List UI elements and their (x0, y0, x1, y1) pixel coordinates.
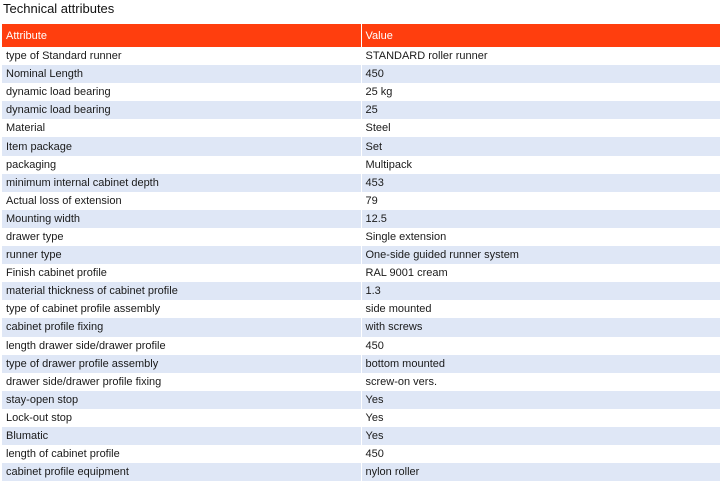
table-row (2, 65, 720, 83)
technical-attributes-table (2, 24, 720, 481)
value-cell: 1.3 (361, 282, 720, 300)
table-row (2, 83, 720, 101)
table-row (2, 355, 720, 373)
table-row (2, 300, 720, 318)
column-header-attribute: Attribute (2, 24, 361, 47)
value-cell: Yes (361, 391, 720, 409)
table-row (2, 174, 720, 192)
table-body (2, 47, 720, 481)
attribute-cell: runner type (2, 246, 361, 264)
attribute-cell: length of cabinet profile (2, 445, 361, 463)
attribute-cell: cabinet profile equipment (2, 463, 361, 481)
attribute-cell: Material (2, 119, 361, 137)
value-cell: 453 (361, 174, 720, 192)
attribute-cell: type of cabinet profile assembly (2, 300, 361, 318)
table-row (2, 318, 720, 336)
value-cell: 450 (361, 445, 720, 463)
value-cell: Multipack (361, 156, 720, 174)
attribute-cell: Blumatic (2, 427, 361, 445)
value-cell: 25 (361, 101, 720, 119)
value-cell: Set (361, 137, 720, 155)
value-cell: 79 (361, 192, 720, 210)
value-cell: nylon roller (361, 463, 720, 481)
table-row (2, 282, 720, 300)
table-row (2, 246, 720, 264)
value-cell: with screws (361, 318, 720, 336)
table-row (2, 373, 720, 391)
table-header-row (2, 24, 720, 47)
attribute-cell: Mounting width (2, 210, 361, 228)
attribute-cell: Item package (2, 137, 361, 155)
attribute-cell: stay-open stop (2, 391, 361, 409)
attribute-cell: dynamic load bearing (2, 83, 361, 101)
attribute-cell: drawer type (2, 228, 361, 246)
value-cell: Steel (361, 119, 720, 137)
table-row (2, 427, 720, 445)
value-cell: 25 kg (361, 83, 720, 101)
table-row (2, 463, 720, 481)
column-header-value: Value (361, 24, 720, 47)
attribute-cell: minimum internal cabinet depth (2, 174, 361, 192)
attribute-cell: Actual loss of extension (2, 192, 361, 210)
attribute-cell: Nominal Length (2, 65, 361, 83)
table-row (2, 156, 720, 174)
table-row (2, 445, 720, 463)
section-title: Technical attributes (3, 1, 115, 16)
value-cell: 450 (361, 65, 720, 83)
value-cell: 450 (361, 337, 720, 355)
attribute-cell: cabinet profile fixing (2, 318, 361, 336)
value-cell: RAL 9001 cream (361, 264, 720, 282)
attribute-cell: type of Standard runner (2, 47, 361, 65)
attribute-cell: length drawer side/drawer profile (2, 337, 361, 355)
table-row (2, 337, 720, 355)
table-row (2, 47, 720, 65)
value-cell: 12.5 (361, 210, 720, 228)
table-row (2, 101, 720, 119)
value-cell: One-side guided runner system (361, 246, 720, 264)
value-cell: Yes (361, 409, 720, 427)
table-row (2, 210, 720, 228)
value-cell: screw-on vers. (361, 373, 720, 391)
value-cell: Single extension (361, 228, 720, 246)
attribute-cell: drawer side/drawer profile fixing (2, 373, 361, 391)
attribute-cell: dynamic load bearing (2, 101, 361, 119)
table-row (2, 192, 720, 210)
table-row (2, 137, 720, 155)
attribute-cell: packaging (2, 156, 361, 174)
table-row (2, 119, 720, 137)
table-row (2, 228, 720, 246)
table-row (2, 409, 720, 427)
attribute-cell: type of drawer profile assembly (2, 355, 361, 373)
table-row (2, 391, 720, 409)
value-cell: side mounted (361, 300, 720, 318)
value-cell: bottom mounted (361, 355, 720, 373)
value-cell: STANDARD roller runner (361, 47, 720, 65)
value-cell: Yes (361, 427, 720, 445)
attribute-cell: material thickness of cabinet profile (2, 282, 361, 300)
attribute-cell: Lock-out stop (2, 409, 361, 427)
attribute-cell: Finish cabinet profile (2, 264, 361, 282)
table-row (2, 264, 720, 282)
